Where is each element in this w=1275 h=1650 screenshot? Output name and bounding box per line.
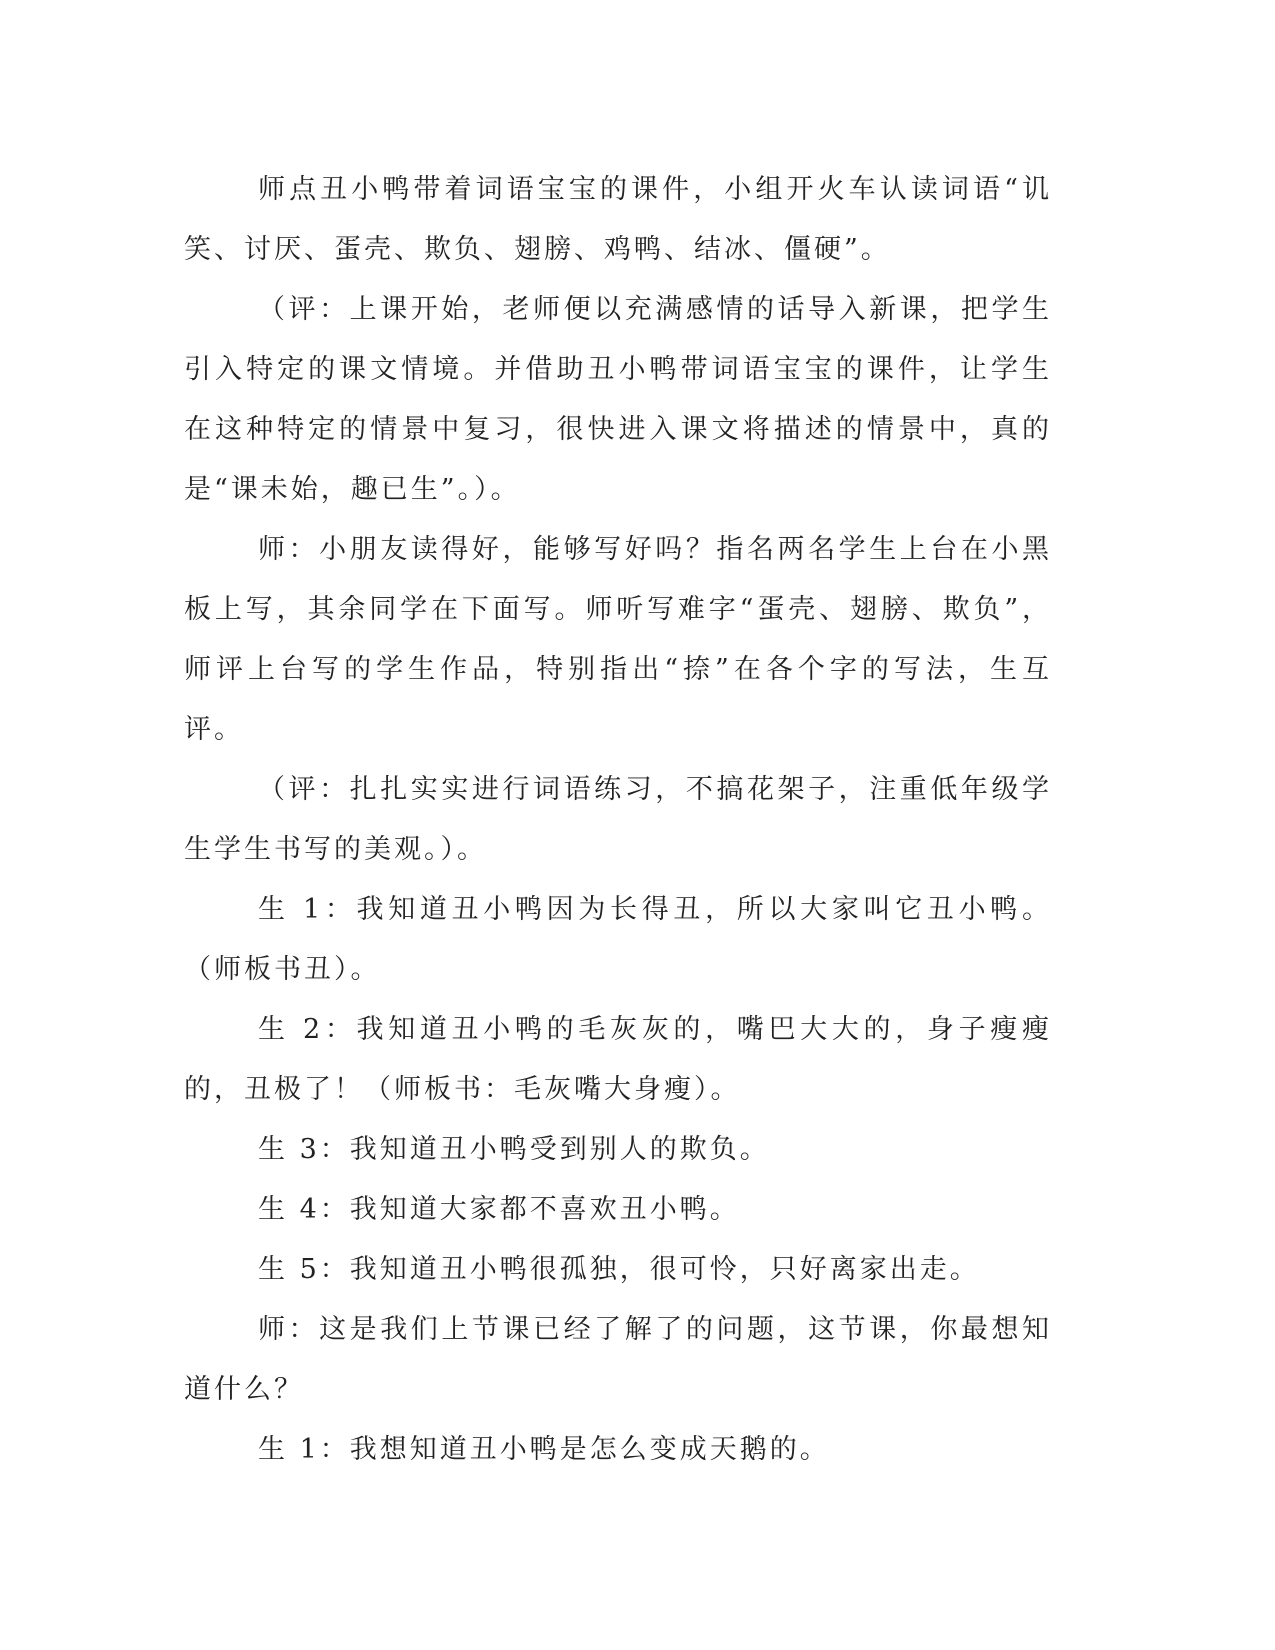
paragraph-student-5: 生 5：我知道丑小鸭很孤独，很可怜，只好离家出走。 xyxy=(258,1254,980,1285)
document-body xyxy=(184,160,1052,1480)
paragraph-comment-practice: （评：扎扎实实进行词语练习，不搞花架子，注重低年级学生学生书写的美观。）。 xyxy=(184,774,1052,865)
paragraph-student-2: 生 2：我知道丑小鸭的毛灰灰的，嘴巴大大的，身子瘦瘦的，丑极了！（师板书：毛灰嘴大身瘦）。 xyxy=(184,1014,1052,1105)
paragraph-student-answer-1: 生 1：我想知道丑小鸭是怎么变成天鹅的。 xyxy=(258,1434,830,1465)
paragraph-teacher-dictation: 师：小朋友读得好，能够写好吗？指名两名学生上台在小黑板上写，其余同学在下面写。师听写难字“蛋壳、翅膀、欺负”，师评上台写的学生作品，特别指出“捺”在各个字的写法，生互评。 xyxy=(184,534,1052,745)
paragraph-student-3: 生 3：我知道丑小鸭受到别人的欺负。 xyxy=(258,1134,770,1165)
paragraph-student-4: 生 4：我知道大家都不喜欢丑小鸭。 xyxy=(258,1194,740,1225)
paragraph-courseware-reading: 师点丑小鸭带着词语宝宝的课件，小组开火车认读词语“讥笑、讨厌、蛋壳、欺负、翅膀、鸡鸭、结冰、僵硬”。 xyxy=(184,174,1052,265)
paragraph-comment-intro: （评：上课开始，老师便以充满感情的话导入新课，把学生引入特定的课文情境。并借助丑小鸭带词语宝宝的课件，让学生在这种特定的情景中复习，很快进入课文将描述的情景中，真的是“课未始，趣已生”。）。 xyxy=(184,294,1052,505)
paragraph-teacher-question: 师：这是我们上节课已经了解了的问题，这节课，你最想知道什么？ xyxy=(184,1314,1052,1405)
paragraph-student-1: 生 1：我知道丑小鸭因为长得丑，所以大家叫它丑小鸭。（师板书丑）。 xyxy=(184,894,1052,985)
